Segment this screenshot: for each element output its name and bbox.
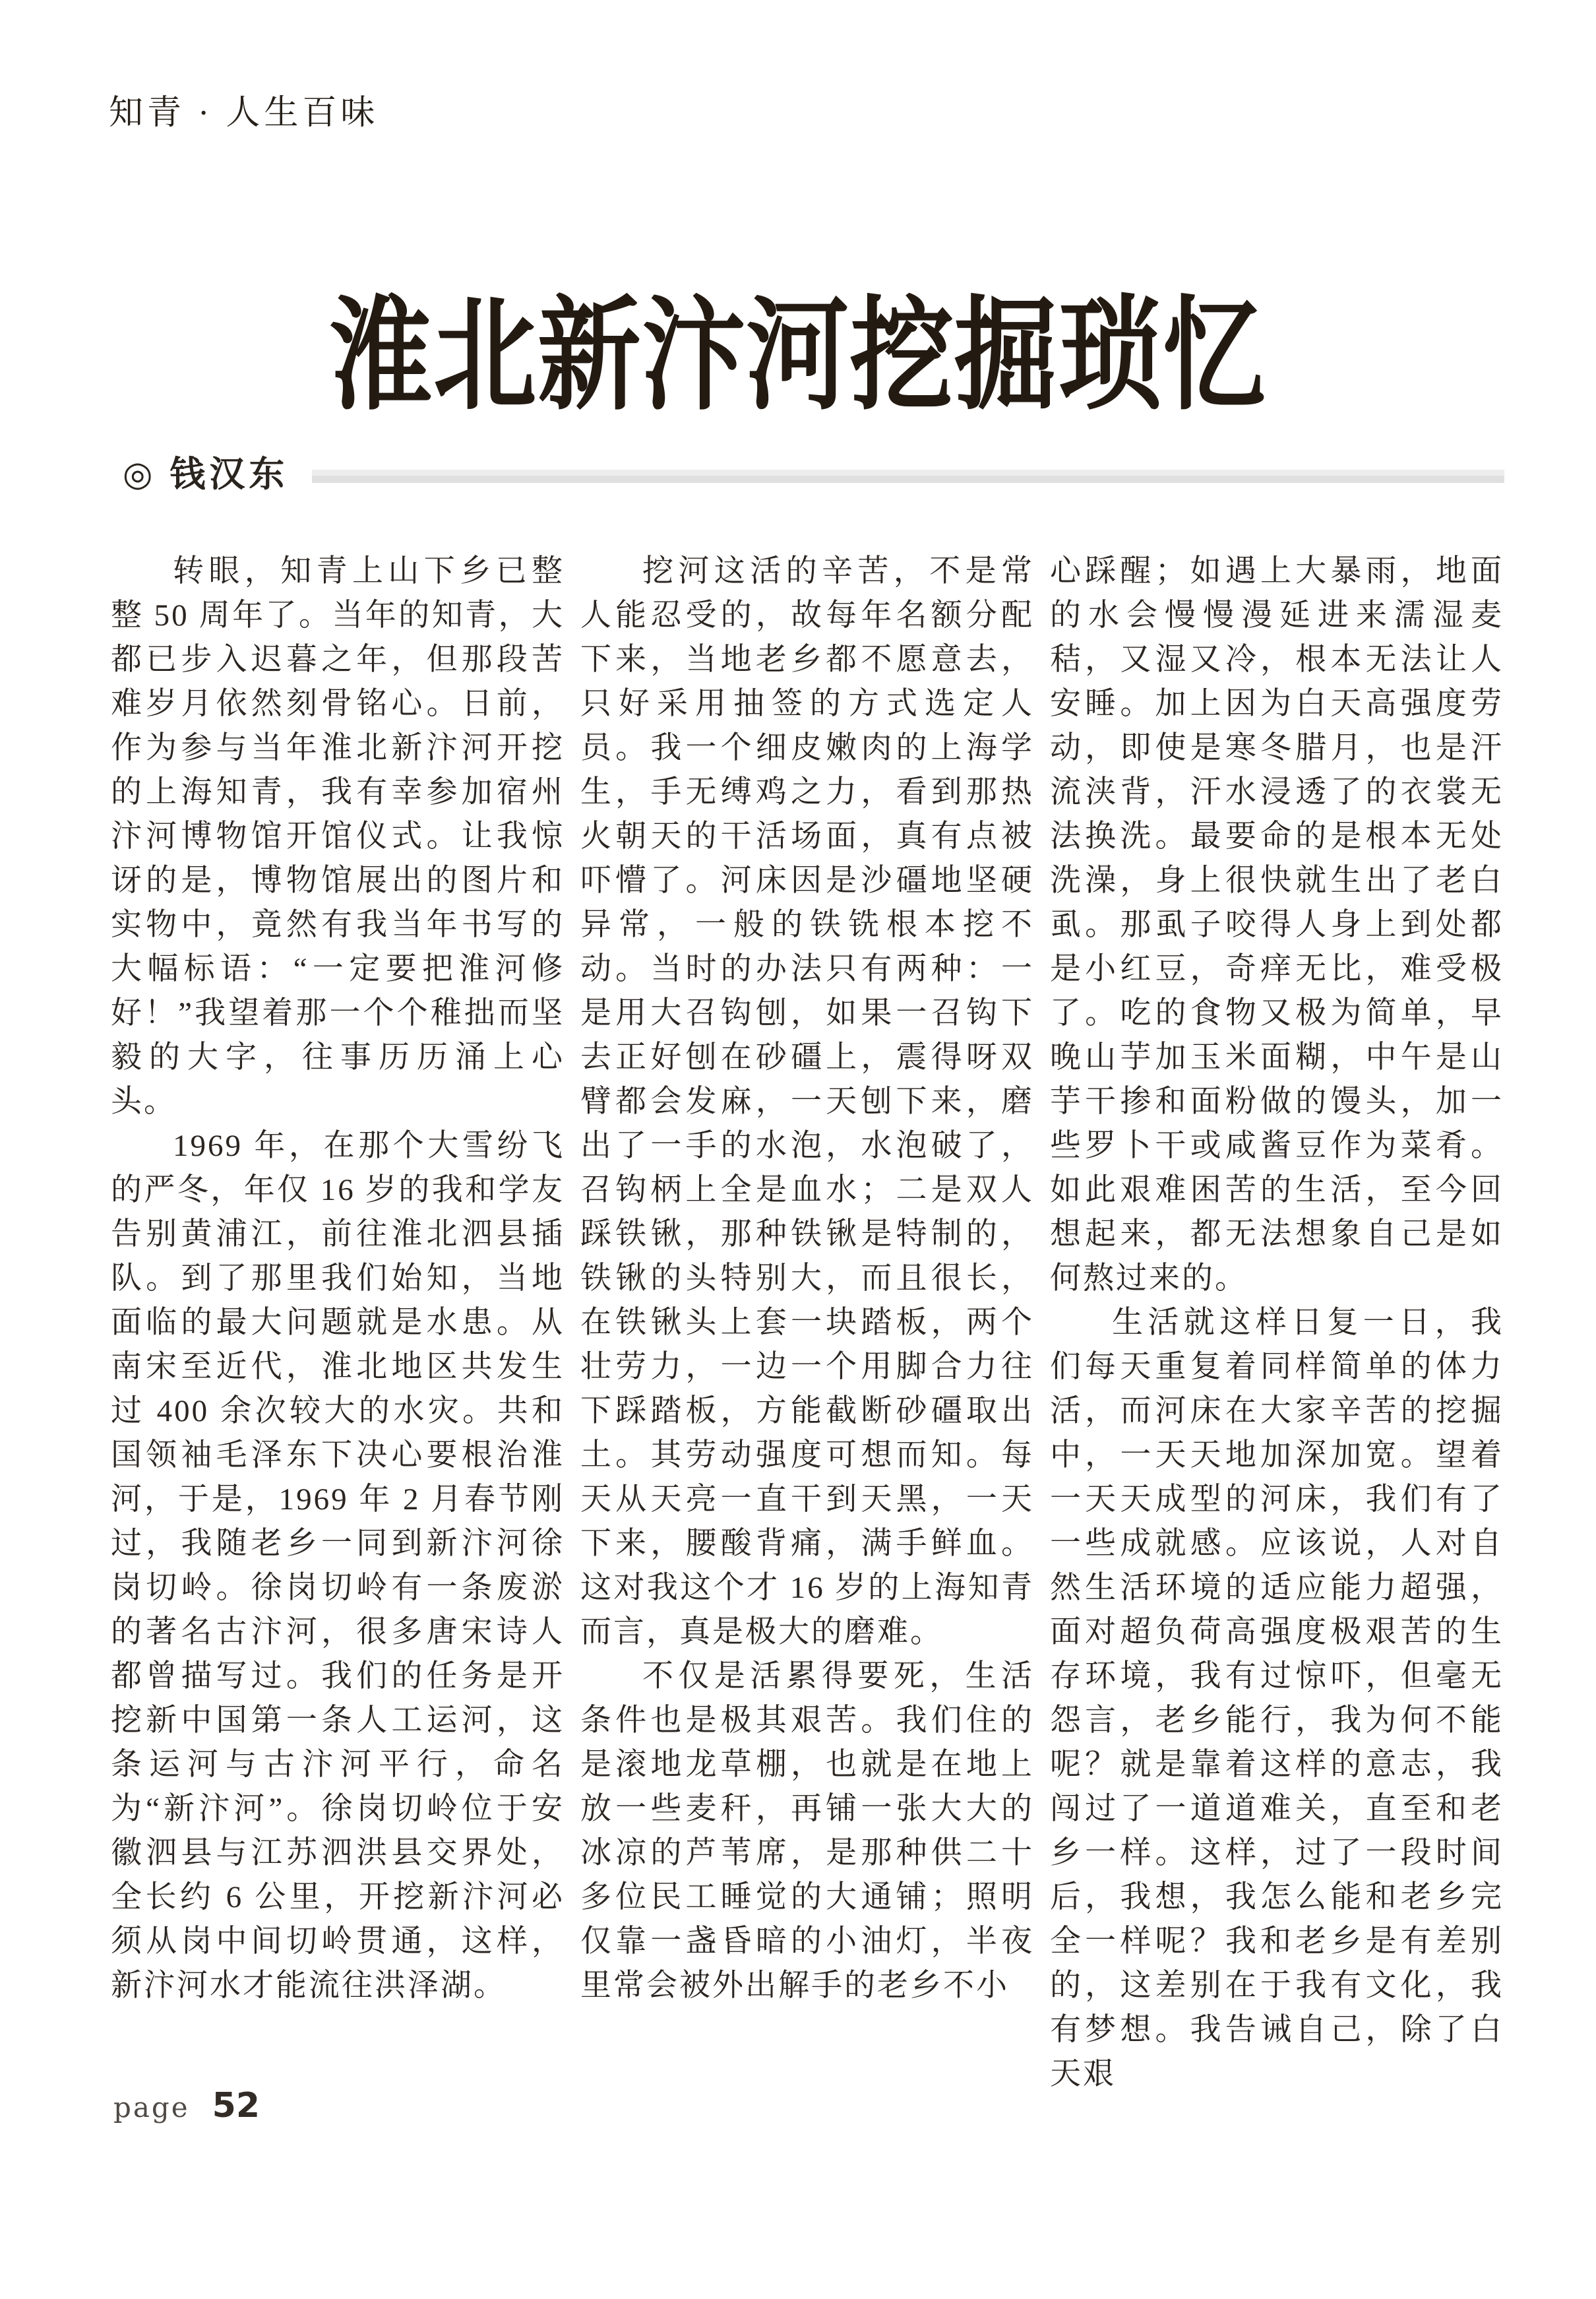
text-column-3 xyxy=(1050,550,1504,2116)
paragraph: 转眼，知青上山下乡已整整 50 周年了。当年的知青，大都已步入迟暮之年，但那段苦难岁月依然刻骨铭心。日前，作为参与当年淮北新汴河开挖的上海知青，我有幸参加宿州汴河博物馆开馆仪式。让我惊讶的是，博物馆展出的图片和实物中，竟然有我当年书写的大幅标语：“一定要把淮河修好！”我望着那一个个稚拙而坚毅的大字，往事历历涌上心头。 xyxy=(111,554,565,1119)
text-column-1 xyxy=(111,550,565,2116)
page-footer xyxy=(113,2086,260,2126)
paragraph: 1969 年，在那个大雪纷飞的严冬，年仅 16 岁的我和学友告别黄浦江，前往淮北泗县插队。到了那里我们始知，当地面临的最大问题就是水患。从南宋至近代，淮北地区共发生过 400 余次较大的水灾。共和国领袖毛泽东下决心要根治淮河，于是，1969 年 2 月春节刚过，我随老乡一同到新汴河徐岗切岭。徐岗切岭有一条废淤的著名古汴河，很多唐宋诗人都曾描写过。我们的任务是开挖新中国第一条人工运河，这条运河与古汴河平行，命名为“新汴河”。徐岗切岭位于安徽泗县与江苏泗洪县交界处，全长约 6 公里，开挖新汴河必须从岗中间切岭贯通，这样，新汴河水才能流往洪泽湖。 xyxy=(111,1129,565,2003)
author-name: 钱汉东 xyxy=(169,455,289,494)
section-label: 知青 · 人生百味 xyxy=(109,94,379,132)
byline xyxy=(123,457,288,492)
footer-page-label: page xyxy=(113,2091,190,2124)
paragraph: 挖河这活的辛苦，不是常人能忍受的，故每年名额分配下来，当地老乡都不愿意去，只好采用抽签的方式选定人员。我一个细皮嫩肉的上海学生，手无缚鸡之力，看到那热火朝天的干活场面，真有点被吓懵了。河床因是沙礓地坚硬异常，一般的铁铣根本挖不动。当时的办法只有两种：一是用大召钩刨，如果一召钩下去正好刨在砂礓上，震得呀双臂都会发麻，一天刨下来，磨出了一手的水泡，水泡破了，召钩柄上全是血水；二是双人踩铁锹，那种铁锹是特制的，铁锹的头特别大，而且很长，在铁锹头上套一块踏板，两个壮劳力，一边一个用脚合力往下踩踏板，方能截断砂礓取出土。其劳动强度可想而知。每天从天亮一直干到天黑，一天下来，腰酸背痛，满手鲜血。这对我这个才 16 岁的上海知青而言，真是极大的磨难。 xyxy=(580,554,1034,1649)
byline-rule xyxy=(312,470,1504,483)
paragraph: 不仅是活累得要死，生活条件也是极其艰苦。我们住的是滚地龙草棚，也就是在地上放一些麦秆，再铺一张大大的冰凉的芦苇席，是那种供二十多位民工睡觉的大通铺；照明仅靠一盏昏暗的小油灯，半夜里常会被外出解手的老乡不小 xyxy=(580,1659,1034,2003)
text-column-2 xyxy=(580,550,1034,2116)
paragraph: 心踩醒；如遇上大暴雨，地面的水会慢慢漫延进来濡湿麦秸，又湿又冷，根本无法让人安睡。加上因为白天高强度劳动，即使是寒冬腊月，也是汗流浃背，汗水浸透了的衣裳无法换洗。最要命的是根本无处洗澡，身上很快就生出了老白虱。那虱子咬得人身上到处都是小红豆，奇痒无比，难受极了。吃的食物又极为简单，早晚山芋加玉米面糊，中午是山芋干掺和面粉做的馒头，加一些罗卜干或咸酱豆作为菜肴。如此艰难困苦的生活，至今回想起来，都无法想象自己是如何熬过来的。 xyxy=(1050,554,1504,1296)
author-marker-icon: ◎ xyxy=(123,455,153,494)
article-title: 淮北新汴河挖掘琐忆 xyxy=(329,288,1267,424)
footer-page-number: 52 xyxy=(212,2086,261,2126)
paragraph: 生活就这样日复一日，我们每天重复着同样简单的体力活，而河床在大家辛苦的挖掘中，一天天地加深加宽。望着一天天成型的河床，我们有了一些成就感。应该说，人对自然生活环境的适应能力超强，面对超负荷高强度极艰苦的生存环境，我有过惊吓，但毫无怨言，老乡能行，我为何不能呢？就是靠着这样的意志，我闯过了一道道难关，直至和老乡一样。这样，过了一段时间后，我想，我怎么能和老乡完全一样呢？我和老乡是有差别的，这差别在于我有文化，我有梦想。我告诫自己，除了白天艰 xyxy=(1050,1306,1504,2091)
